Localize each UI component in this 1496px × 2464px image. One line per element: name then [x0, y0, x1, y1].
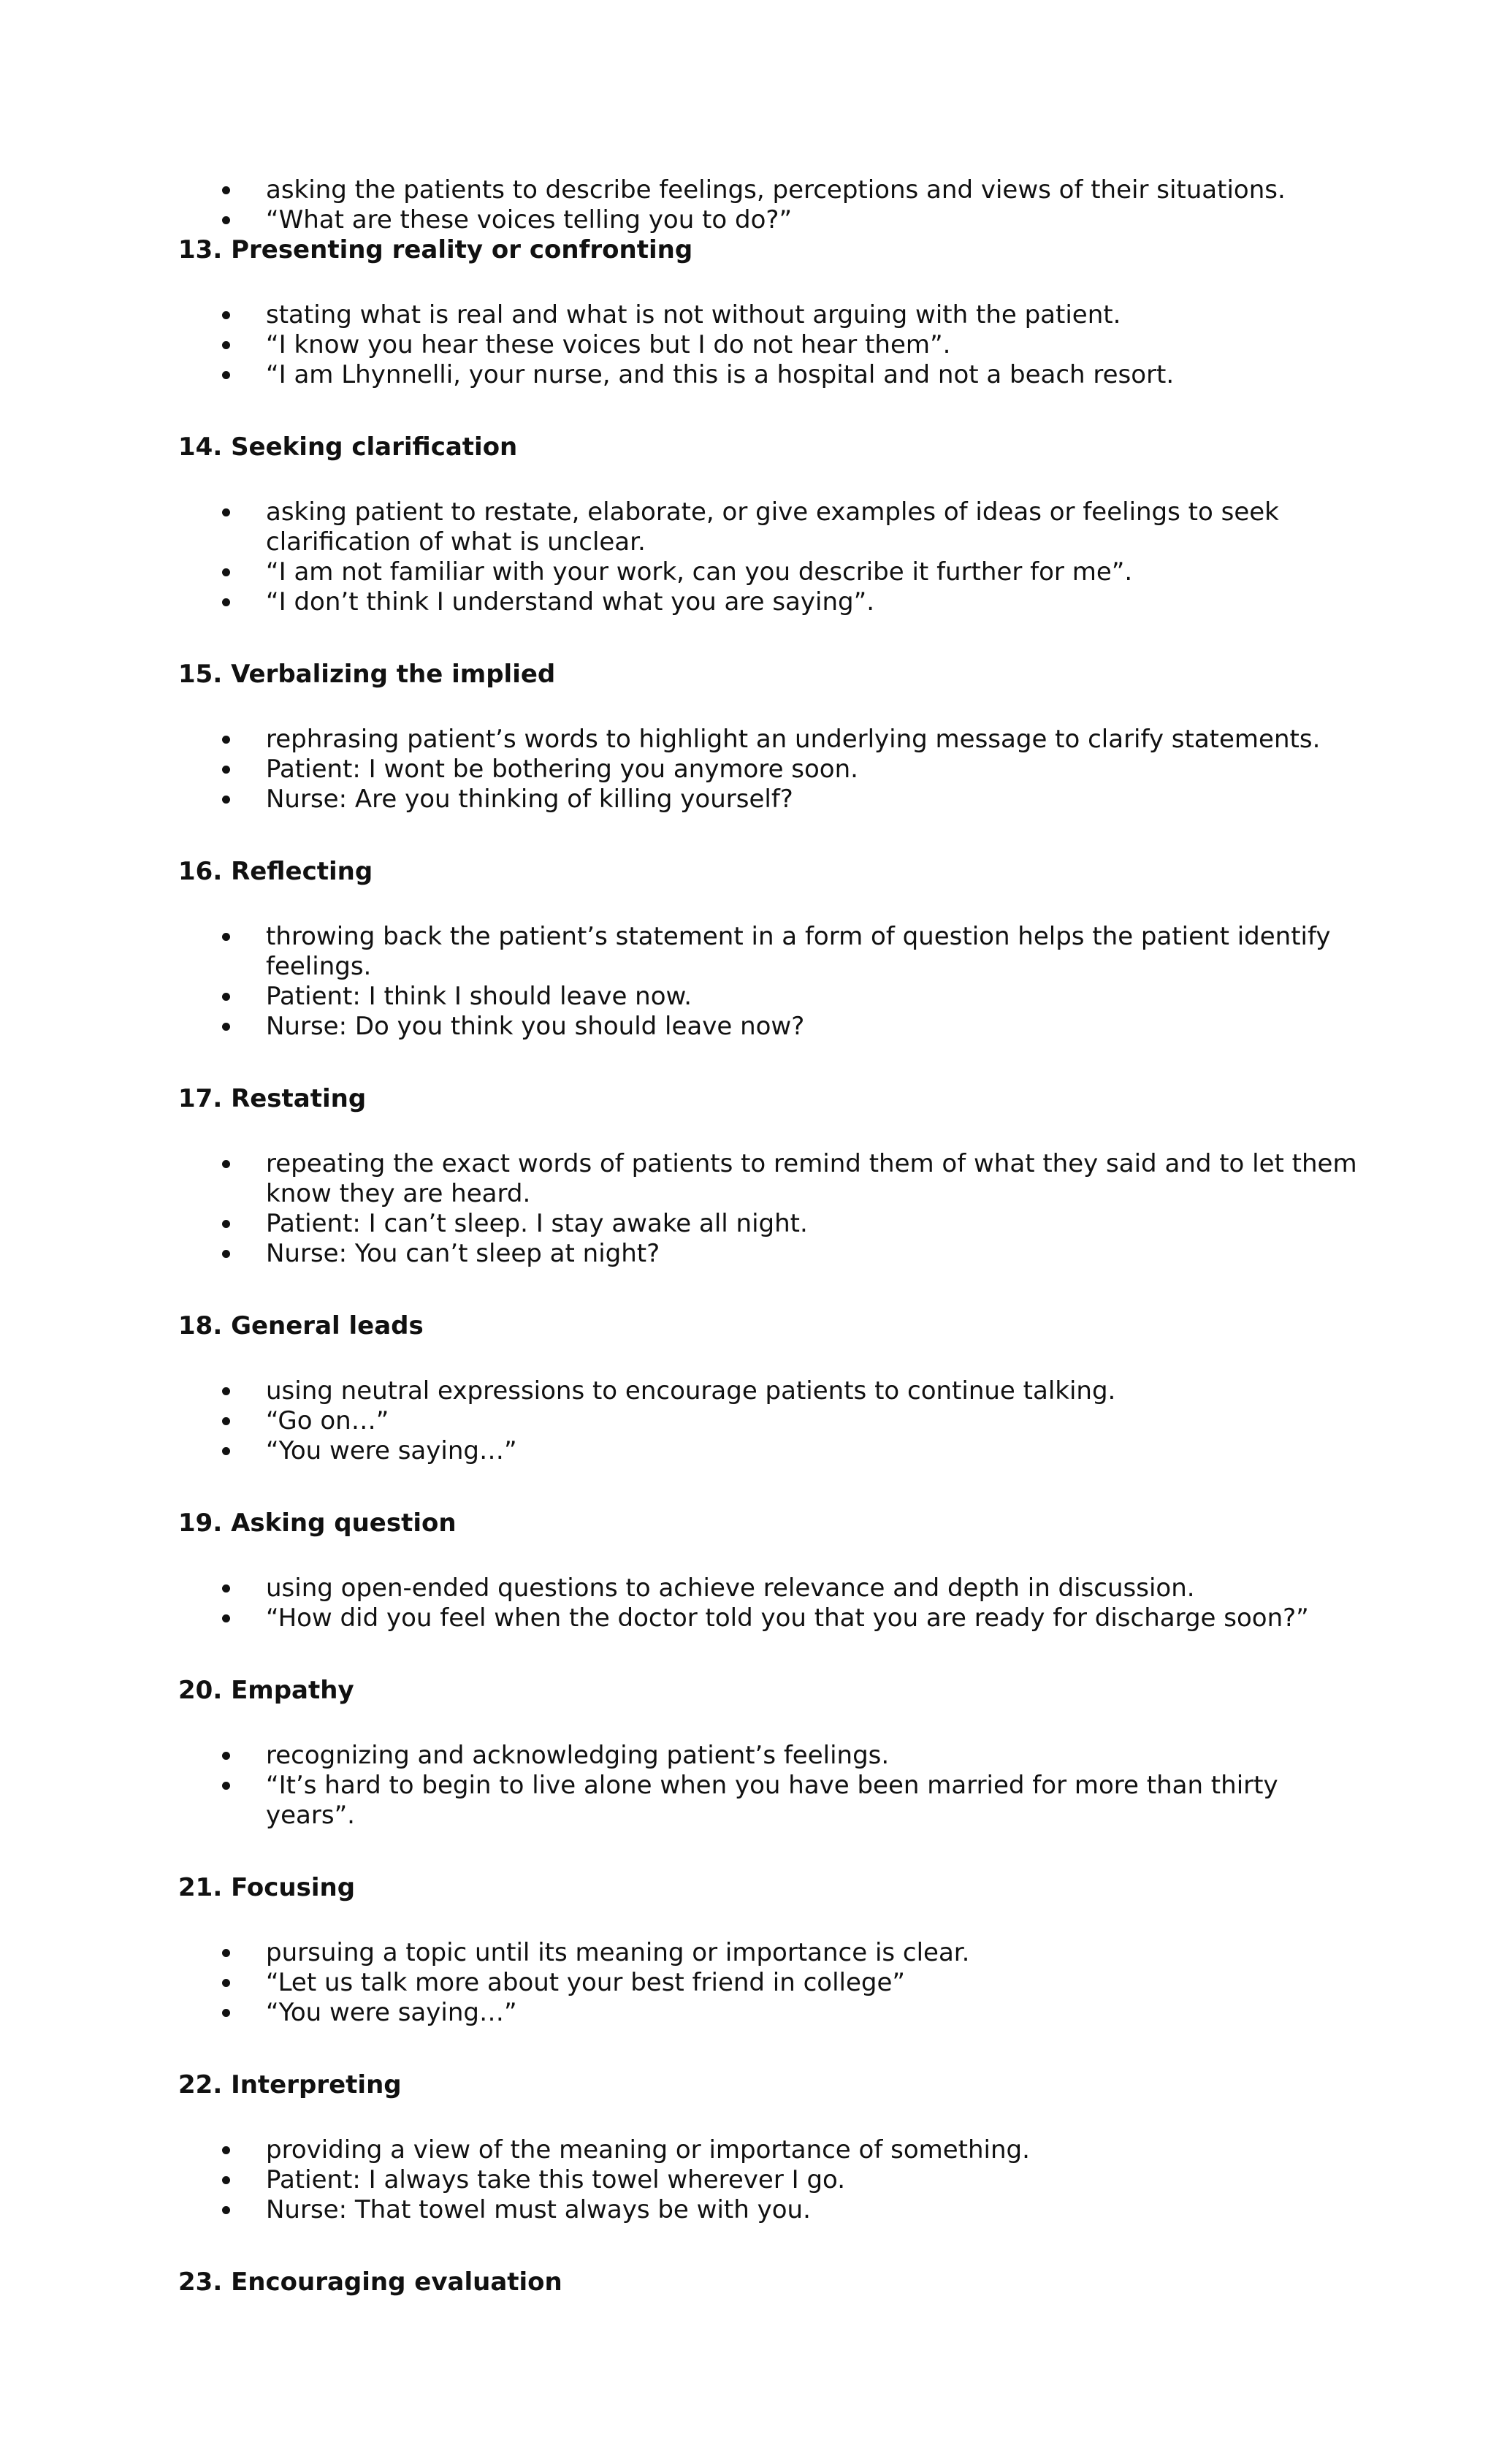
list-item-text: recognizing and acknowledging patient’s feelings.: [266, 1741, 890, 1770]
list-item-text: “I am Lhynnelli, your nurse, and this is a hospital and not a beach resort.: [266, 360, 1175, 389]
list-item: [178, 2195, 1362, 2225]
section: [178, 2267, 1362, 2297]
section-bullet-list: [178, 725, 1362, 815]
list-item-text: “Let us talk more about your best friend in college”: [266, 1968, 906, 1997]
list-item: [178, 497, 1362, 557]
list-item: [178, 1406, 1362, 1436]
section-heading: 13. Presenting reality or confronting: [178, 235, 693, 264]
list-item: [178, 755, 1362, 785]
list-item-text: “What are these voices telling you to do?”: [266, 205, 793, 234]
list-item: [178, 1436, 1362, 1466]
list-item-text: Nurse: That towel must always be with you.: [266, 2195, 811, 2224]
bullet-icon: [222, 796, 230, 804]
section-heading: 19. Asking question: [178, 1508, 457, 1538]
bullet-icon: [222, 1417, 230, 1425]
sections-container: [178, 235, 1362, 2297]
section-bullet-list: [178, 1574, 1362, 1633]
section-bullet-list: [178, 497, 1362, 617]
section-heading: 23. Encouraging evaluation: [178, 2267, 562, 2297]
section: [178, 1084, 1362, 1269]
section: [178, 1873, 1362, 2028]
bullet-icon: [222, 186, 230, 194]
bullet-icon: [222, 2176, 230, 2184]
list-item-text: rephrasing patient’s words to highlight an underlying message to clarify statements.: [266, 725, 1321, 754]
list-item-text: “I am not familiar with your work, can you describe it further for me”.: [266, 557, 1133, 587]
section-heading: 14. Seeking clarification: [178, 432, 518, 462]
list-item-text: Nurse: You can’t sleep at night?: [266, 1239, 660, 1268]
list-item-text: throwing back the patient’s statement in a form of question helps the patient identify feelings.: [266, 922, 1331, 981]
bullet-icon: [222, 371, 230, 379]
list-item: [178, 300, 1362, 330]
section: [178, 857, 1362, 1042]
bullet-icon: [222, 216, 230, 224]
list-item: [178, 1376, 1362, 1406]
section: [178, 432, 1362, 617]
list-item-text: “It’s hard to begin to live alone when you have been married for more than thirty years”.: [266, 1771, 1278, 1830]
list-item: [178, 982, 1362, 1012]
list-item-text: “Go on…”: [266, 1406, 389, 1435]
bullet-icon: [222, 1023, 230, 1031]
section-bullet-list: [178, 2135, 1362, 2225]
list-item: [178, 1741, 1362, 1771]
list-item: [178, 1239, 1362, 1269]
bullet-icon: [222, 1752, 230, 1760]
section-heading: 20. Empathy: [178, 1676, 354, 1705]
section-heading: 17. Restating: [178, 1084, 367, 1113]
bullet-icon: [222, 933, 230, 941]
bullet-icon: [222, 993, 230, 1001]
section-bullet-list: [178, 922, 1362, 1042]
section-bullet-list: [178, 1149, 1362, 1269]
bullet-icon: [222, 508, 230, 516]
list-item-text: using neutral expressions to encourage patients to continue talking.: [266, 1376, 1116, 1405]
list-item-text: asking patient to restate, elaborate, or give examples of ideas or feelings to seek clarification of what is unclear.: [266, 497, 1279, 557]
section: [178, 660, 1362, 815]
list-item: [178, 1998, 1362, 2028]
bullet-icon: [222, 1250, 230, 1258]
list-item: [178, 1968, 1362, 1998]
bullet-icon: [222, 1584, 230, 1593]
list-item: [178, 1209, 1362, 1239]
section: [178, 1676, 1362, 1831]
bullet-icon: [222, 311, 230, 319]
list-item-text: using open-ended questions to achieve relevance and depth in discussion.: [266, 1574, 1195, 1603]
list-item: [178, 1938, 1362, 1968]
list-item: [178, 587, 1362, 617]
list-item-text: asking the patients to describe feelings, perceptions and views of their situations.: [266, 175, 1286, 205]
list-item: [178, 785, 1362, 815]
list-item-text: Nurse: Are you thinking of killing yourself?: [266, 785, 793, 814]
bullet-icon: [222, 1447, 230, 1455]
list-item: [178, 1603, 1362, 1633]
bullet-icon: [222, 2009, 230, 2017]
bullet-icon: [222, 1979, 230, 1987]
list-item: [178, 1149, 1362, 1209]
section-bullet-list: [178, 1938, 1362, 2028]
list-item: [178, 2135, 1362, 2165]
bullet-icon: [222, 1949, 230, 1957]
list-item: [178, 330, 1362, 360]
list-item-text: “You were saying…”: [266, 1436, 517, 1465]
bullet-icon: [222, 1220, 230, 1228]
bullet-icon: [222, 766, 230, 774]
list-item-text: Nurse: Do you think you should leave now?: [266, 1012, 805, 1041]
list-item-text: Patient: I can’t sleep. I stay awake all night.: [266, 1209, 808, 1238]
list-item: [178, 922, 1362, 982]
intro-bullet-list: [178, 175, 1362, 235]
list-item: [178, 557, 1362, 587]
list-item: [178, 1012, 1362, 1042]
list-item-text: “I don’t think I understand what you are saying”.: [266, 587, 874, 617]
section: [178, 1508, 1362, 1633]
bullet-icon: [222, 1782, 230, 1790]
list-item: [178, 175, 1362, 205]
section-heading: 18. General leads: [178, 1311, 424, 1340]
list-item-text: Patient: I wont be bothering you anymore soon.: [266, 755, 858, 784]
section: [178, 2070, 1362, 2225]
section: [178, 1311, 1362, 1466]
list-item-text: Patient: I think I should leave now.: [266, 982, 692, 1011]
list-item-text: repeating the exact words of patients to remind them of what they said and to let them know they are heard.: [266, 1149, 1357, 1208]
section-bullet-list: [178, 300, 1362, 390]
section-heading: 22. Interpreting: [178, 2070, 402, 2099]
section-heading: 16. Reflecting: [178, 857, 373, 886]
section-bullet-list: [178, 1376, 1362, 1466]
bullet-icon: [222, 2206, 230, 2214]
list-item-text: stating what is real and what is not without arguing with the patient.: [266, 300, 1121, 329]
list-item-text: providing a view of the meaning or importance of something.: [266, 2135, 1030, 2164]
bullet-icon: [222, 598, 230, 606]
list-item: [178, 1574, 1362, 1603]
bullet-icon: [222, 568, 230, 576]
bullet-icon: [222, 736, 230, 744]
list-item-text: “How did you feel when the doctor told you that you are ready for discharge soon?”: [266, 1603, 1309, 1633]
list-item: [178, 205, 1362, 235]
list-item: [178, 2165, 1362, 2195]
bullet-icon: [222, 1614, 230, 1622]
list-item-text: “I know you hear these voices but I do not hear them”.: [266, 330, 951, 359]
bullet-icon: [222, 2146, 230, 2154]
list-item: [178, 1771, 1362, 1831]
bullet-icon: [222, 341, 230, 349]
document-body: [178, 175, 1362, 2297]
list-item: [178, 725, 1362, 755]
bullet-icon: [222, 1160, 230, 1168]
list-item-text: “You were saying…”: [266, 1998, 517, 2027]
section-heading: 21. Focusing: [178, 1873, 356, 1902]
section-bullet-list: [178, 1741, 1362, 1831]
bullet-icon: [222, 1387, 230, 1395]
section: [178, 235, 1362, 390]
list-item: [178, 360, 1362, 390]
section-heading: 15. Verbalizing the implied: [178, 660, 556, 689]
list-item-text: pursuing a topic until its meaning or importance is clear.: [266, 1938, 970, 1967]
list-item-text: Patient: I always take this towel wherever I go.: [266, 2165, 846, 2194]
